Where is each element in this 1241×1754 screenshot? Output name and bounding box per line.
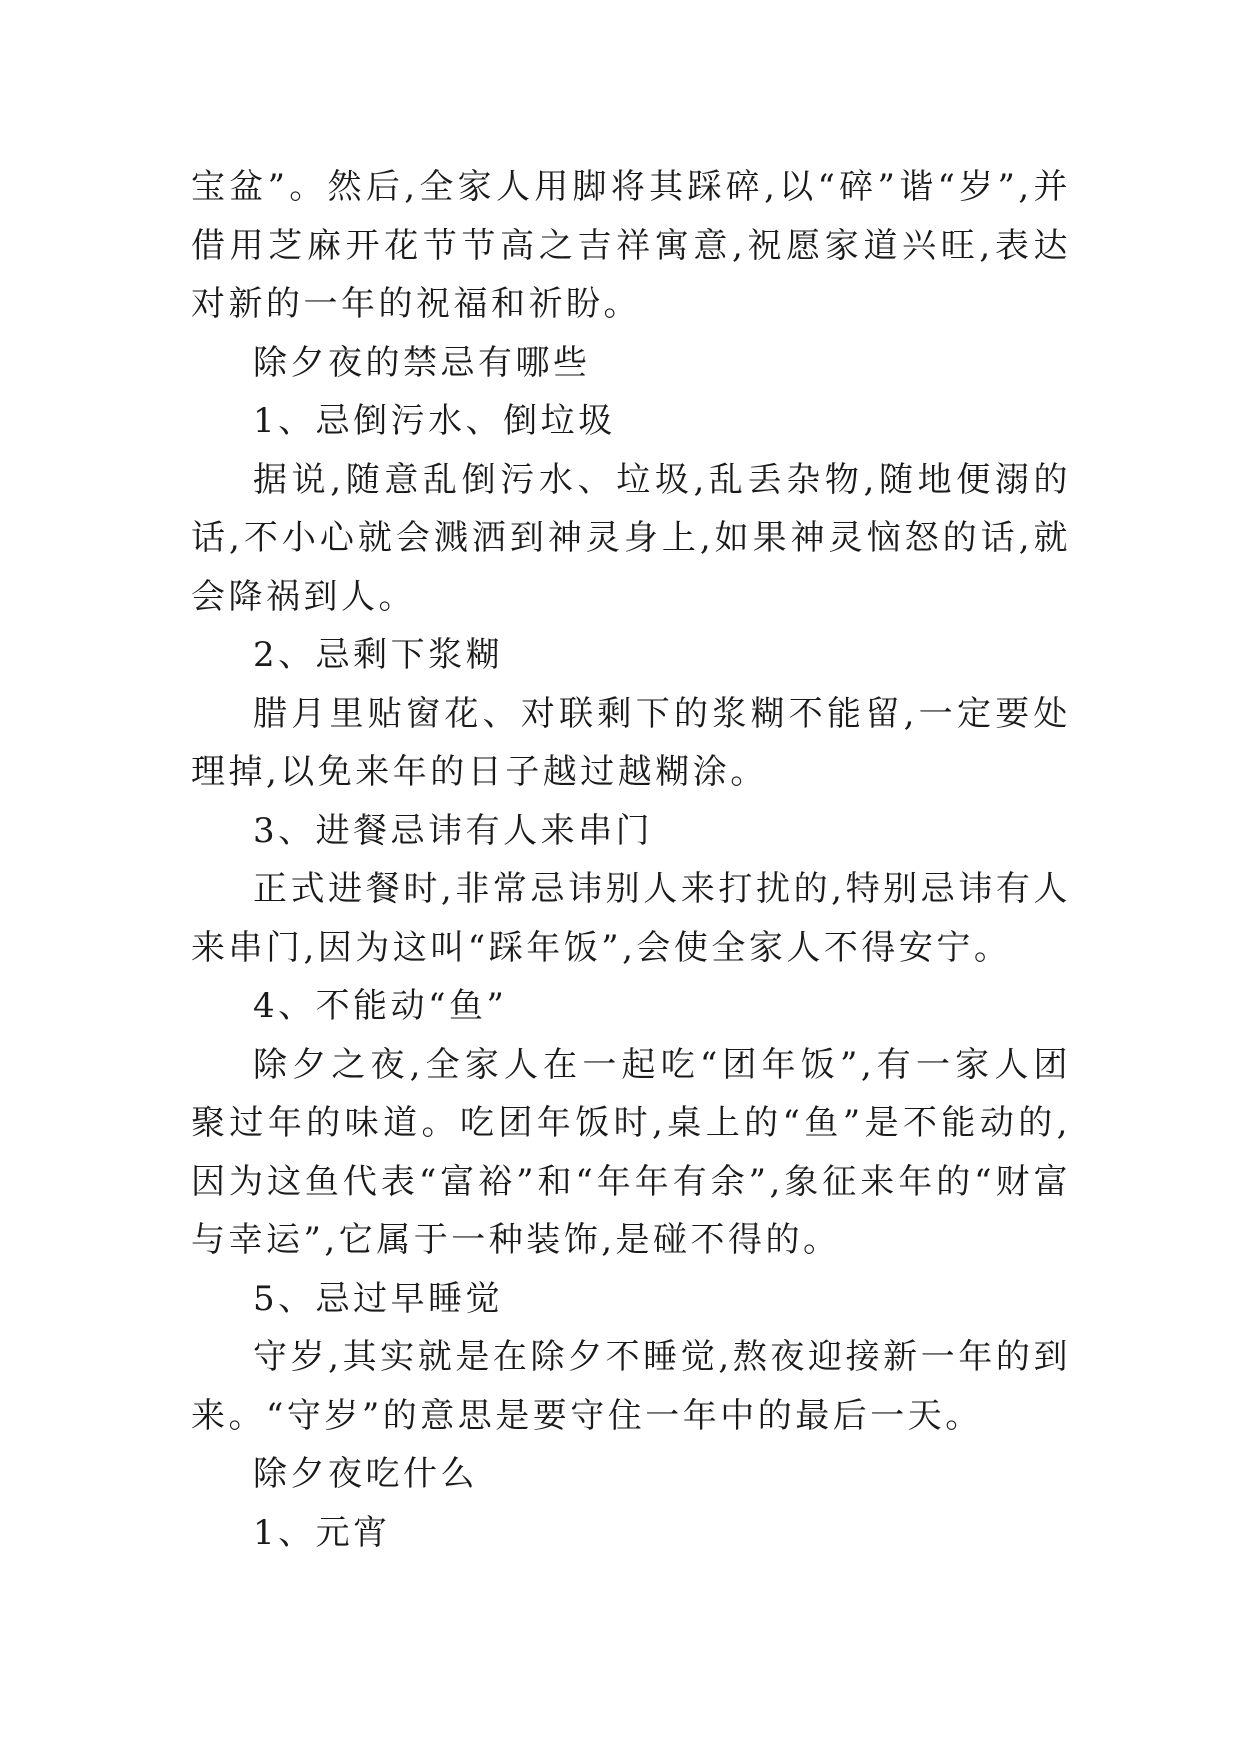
paragraph: 腊月里贴窗花、对联剩下的浆糊不能留,一定要处理掉,以免来年的日子越过越糊涂。: [191, 693, 1071, 792]
item-heading: 1、忌倒污水、倒垃圾: [253, 401, 616, 441]
paragraph: 除夕之夜,全家人在一起吃“团年饭”,有一家人团聚过年的味道。吃团年饭时,桌上的“鱼”是不能动的,因为这鱼代表“富裕”和“年年有余”,象征来年的“财富与幸运”,它属于一种装饰,是碰不得的。: [191, 1044, 1071, 1260]
section-heading: 除夕夜的禁忌有哪些: [253, 342, 591, 383]
section-heading: 除夕夜吃什么: [253, 1454, 478, 1494]
paragraph: 正式进餐时,非常忌讳别人来打扰的,特别忌讳有人来串门,因为这叫“踩年饭”,会使全家人不得安宁。: [191, 869, 1071, 968]
item-heading: 2、忌剩下浆糊: [253, 635, 504, 675]
item-heading: 1、元宵: [253, 1512, 391, 1553]
paragraph: 守岁,其实就是在除夕不睡觉,熬夜迎接新一年的到来。“守岁”的意思是要守住一年中的最后一天。: [191, 1337, 1071, 1436]
item-heading: 5、忌过早睡觉: [253, 1278, 504, 1319]
paragraph: 据说,随意乱倒污水、垃圾,乱丢杂物,随地便溺的话,不小心就会溅洒到神灵身上,如果神灵恼怒的话,就会降祸到人。: [191, 459, 1071, 617]
paragraph: 宝盆”。然后,全家人用脚将其踩碎,以“碎”谐“岁”,并借用芝麻开花节节高之吉祥寓意,祝愿家道兴旺,表达对新的一年的祝福和祈盼。: [191, 167, 1071, 324]
item-heading: 3、进餐忌讳有人来串门: [253, 810, 654, 851]
document-body: [191, 158, 1071, 1562]
item-heading: 4、不能动“鱼”: [253, 986, 508, 1026]
